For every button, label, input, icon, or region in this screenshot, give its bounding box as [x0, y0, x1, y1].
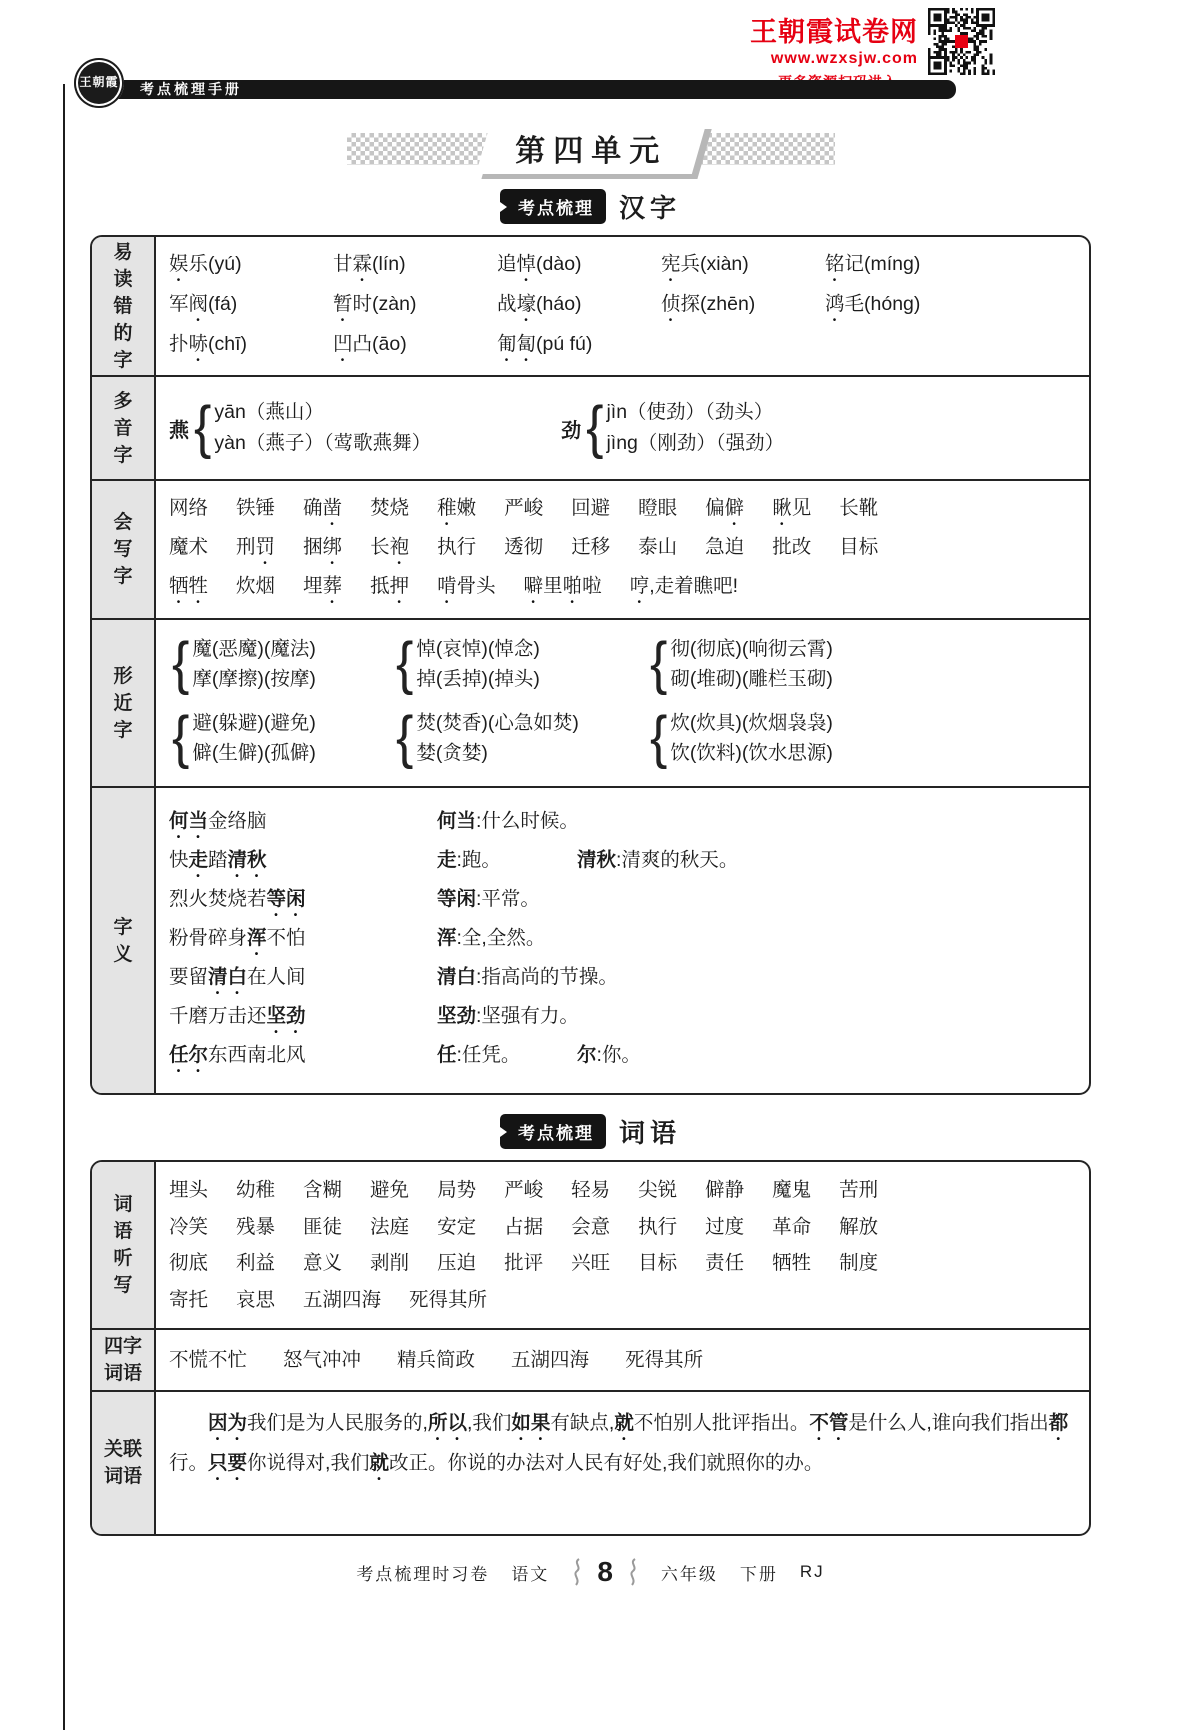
poem-phrase: 千磨万击还坚劲 — [169, 1005, 306, 1027]
word: 甘霖(lín) — [333, 253, 406, 275]
word-line — [169, 1342, 1077, 1378]
word: 利益 — [236, 1252, 276, 1274]
word: 鸿毛(hóng) — [825, 293, 921, 315]
word: 瞪眼 — [638, 497, 678, 519]
polyphone-readings — [214, 397, 431, 459]
row-content — [156, 1162, 1089, 1328]
word: 制度 — [839, 1252, 879, 1274]
row-content — [156, 481, 1089, 618]
word: 兴旺 — [571, 1252, 611, 1274]
similar-char-pair — [416, 708, 578, 768]
footer-grade: 六年级 — [660, 1564, 718, 1584]
similar-char-pair — [416, 634, 539, 694]
table-row-huixie — [92, 481, 1089, 620]
definition: 何当:什么时候。 — [437, 810, 579, 832]
brace-glyph: { — [194, 395, 212, 461]
word: 急迫 — [705, 536, 745, 558]
word-line — [169, 1282, 1077, 1319]
poem-phrase: 任尔东西南北风 — [169, 1044, 306, 1066]
similar-char-item: 避(躲避)(避免) — [192, 712, 316, 734]
word: 过度 — [705, 1215, 745, 1238]
polyphone-groups — [169, 397, 784, 459]
row-label — [92, 1330, 156, 1390]
word: 偏僻 — [705, 497, 745, 519]
word: 匪徒 — [303, 1215, 343, 1238]
section-title-hanzi: 汉字 — [618, 193, 681, 223]
row-label-text: 字 义 — [113, 916, 133, 965]
footer-series: 考点梳理时习卷 — [356, 1564, 490, 1584]
table-row-yidu — [92, 237, 1089, 377]
word: 捆绑 — [303, 536, 343, 558]
footer-volume: 下册 — [739, 1564, 778, 1584]
word: 埋头 — [169, 1179, 209, 1201]
similar-char-group — [647, 631, 1077, 697]
row-label-text: 易 读 错 的 字 — [113, 241, 133, 371]
word: 侦探(zhēn) — [661, 293, 756, 315]
word-line — [169, 530, 1077, 569]
brand-logo — [74, 58, 124, 108]
word: 抵押 — [370, 575, 410, 597]
similar-char-pair — [670, 708, 832, 768]
definition-list — [437, 1038, 641, 1077]
word-line — [169, 1245, 1077, 1282]
similar-char-item: 砌(堆砌)(雕栏玉砌) — [670, 668, 833, 690]
word-line — [169, 569, 1077, 608]
page-number: 8 — [597, 1556, 613, 1587]
hanzi-table — [90, 235, 1091, 1095]
row-content — [156, 237, 1089, 375]
meaning-line — [169, 882, 1077, 921]
table-row-ziyi — [92, 788, 1089, 1093]
word: 死得其所 — [409, 1288, 488, 1311]
meaning-line — [169, 960, 1077, 999]
poem-phrase: 烈火焚烧若等闲 — [169, 888, 306, 910]
word: 怒气冲冲 — [283, 1349, 362, 1371]
word: 目标 — [839, 536, 879, 558]
word: 法庭 — [370, 1215, 410, 1238]
row-label — [92, 620, 156, 786]
page-content — [90, 128, 1091, 1588]
definition: 清白:指高尚的节操。 — [437, 966, 618, 988]
paragraph: 因为我们是为人民服务的,所以,我们如果有缺点,就不怕别人批评指出。不管是什么人,谁向我们指出都行。只要你说得对,我们就改正。你说的办法对人民有好处,我们就照你的办。 — [169, 1412, 1069, 1474]
definition: 浑:全,全然。 — [437, 927, 546, 949]
word: 批评 — [504, 1252, 544, 1274]
word: 埋葬 — [303, 575, 343, 597]
similar-char-item: 魔(恶魔)(魔法) — [192, 638, 316, 660]
brace-glyph: { — [586, 395, 604, 461]
word: 稚嫩 — [437, 497, 477, 519]
word: 严峻 — [504, 1179, 544, 1201]
word: 铁锤 — [236, 497, 276, 519]
exam-points-badge-hanzi: 考点梳理 — [500, 189, 606, 224]
word: 僻静 — [705, 1179, 745, 1201]
definition: 清秋:清爽的秋天。 — [577, 849, 739, 871]
brace-glyph: { — [172, 631, 190, 697]
brand-logo-text: 王朝霞 — [79, 75, 119, 90]
word: 网络 — [169, 497, 209, 519]
brace-glyph: { — [650, 631, 668, 697]
word: 剥削 — [370, 1252, 410, 1274]
table-row-duoyin — [92, 377, 1089, 481]
word: 解放 — [839, 1215, 879, 1238]
qr-logo-red-square — [955, 35, 968, 48]
unit-title-box — [475, 124, 705, 174]
definition-list — [437, 804, 579, 843]
word: 轻易 — [571, 1179, 611, 1201]
table-row-sizi — [92, 1330, 1089, 1392]
word: 哀思 — [236, 1288, 276, 1311]
row-label-text: 词 语 听 写 — [113, 1194, 133, 1296]
row-label-text: 四字 词语 — [103, 1336, 142, 1384]
row-label-text: 形 近 字 — [113, 665, 133, 741]
similar-char-pair — [192, 634, 315, 694]
row-label — [92, 788, 156, 1093]
word: 压迫 — [437, 1252, 477, 1274]
word: 军阀(fá) — [169, 293, 238, 315]
similar-char-group — [393, 631, 647, 697]
similar-char-group — [393, 705, 647, 771]
brace-glyph: { — [172, 705, 190, 771]
brand-name: 王朝霞试卷网 — [750, 17, 918, 47]
word: 长袍 — [370, 536, 410, 558]
word: 苦刑 — [839, 1179, 879, 1201]
word: 魔鬼 — [772, 1179, 812, 1201]
word: 会意 — [571, 1215, 611, 1238]
polyphone-reading: yān（燕山） — [214, 401, 324, 423]
word-line — [169, 1172, 1077, 1209]
word: 批改 — [772, 536, 812, 558]
definition: 走:跑。 — [437, 849, 501, 871]
word: 宪兵(xiàn) — [661, 253, 749, 275]
word: 目标 — [638, 1252, 678, 1274]
row-content — [156, 788, 1089, 1093]
word: 追悼(dào) — [497, 253, 582, 275]
word: 牺牲 — [772, 1252, 812, 1274]
unit-title: 第四单元 — [514, 135, 667, 168]
word: 回避 — [571, 497, 611, 519]
handbook-label: 考点梳理手册 — [140, 81, 242, 97]
word: 五湖四海 — [511, 1349, 590, 1371]
word: 意义 — [303, 1252, 343, 1274]
row-content — [156, 377, 1089, 479]
section-head-ciyu — [90, 1113, 1091, 1150]
row-label — [92, 1162, 156, 1328]
word: 死得其所 — [625, 1349, 704, 1371]
word: 执行 — [437, 536, 477, 558]
footer-edition: RJ — [799, 1562, 825, 1581]
word: 哼,走着瞧吧! — [629, 575, 739, 597]
poem-phrase: 何当金络脑 — [169, 810, 267, 832]
similar-char-group — [647, 705, 1077, 771]
footer-subject: 语文 — [511, 1564, 550, 1584]
word: 责任 — [705, 1252, 745, 1274]
word: 尖锐 — [638, 1179, 678, 1201]
row-label — [92, 237, 156, 375]
qr-code-icon — [928, 8, 995, 75]
word: 炊烟 — [236, 575, 276, 597]
polyphone-character: 劲 — [561, 419, 582, 442]
meaning-line — [169, 921, 1077, 960]
word: 严峻 — [504, 497, 544, 519]
row-content — [156, 1330, 1089, 1390]
section-head-hanzi — [90, 188, 1091, 225]
word: 彻底 — [169, 1252, 209, 1274]
word: 噼里啪啦 — [523, 575, 602, 597]
word: 啃骨头 — [437, 575, 496, 597]
table-row-tingxie — [92, 1162, 1089, 1330]
similar-char-item: 饮(饮料)(饮水思源) — [670, 742, 833, 764]
similar-char-groups — [169, 632, 1077, 770]
word-line — [169, 1209, 1077, 1246]
left-margin-rule — [63, 84, 65, 1730]
definition: 等闲:平常。 — [437, 888, 540, 910]
similar-char-group — [169, 705, 393, 771]
definition: 坚劲:坚强有力。 — [437, 1005, 579, 1027]
word: 不慌不忙 — [169, 1349, 248, 1371]
unit-title-banner — [90, 128, 1091, 170]
table-row-guanlian — [92, 1392, 1089, 1534]
brace-glyph: { — [396, 705, 414, 771]
meaning-line — [169, 1038, 1077, 1077]
word: 占据 — [504, 1215, 544, 1238]
similar-char-item: 焚(焚香)(心急如焚) — [416, 712, 579, 734]
poem-phrase: 要留清白在人间 — [169, 966, 306, 988]
row-content — [156, 620, 1089, 786]
header-bar — [88, 80, 956, 99]
word: 安定 — [437, 1215, 477, 1238]
word: 扑哧(chī) — [169, 333, 248, 355]
word-line — [169, 286, 1077, 326]
word: 五湖四海 — [303, 1288, 382, 1311]
word: 迁移 — [571, 536, 611, 558]
word: 幼稚 — [236, 1179, 276, 1201]
word: 刑罚 — [236, 536, 276, 558]
similar-char-group — [169, 631, 393, 697]
meaning-line — [169, 843, 1077, 882]
word: 局势 — [437, 1179, 477, 1201]
row-label — [92, 481, 156, 618]
polyphone-group — [169, 397, 431, 459]
similar-char-item: 婪(贪婪) — [416, 742, 488, 764]
word: 凹凸(āo) — [333, 333, 407, 355]
table-row-xingjin — [92, 620, 1089, 788]
word: 铭记(míng) — [825, 253, 921, 275]
checker-decoration-left — [347, 133, 497, 165]
word: 泰山 — [638, 536, 678, 558]
polyphone-reading: jìng（刚劲）（强劲） — [606, 432, 785, 454]
poem-phrase: 粉骨碎身浑不怕 — [169, 927, 306, 949]
word: 焚烧 — [370, 497, 410, 519]
meaning-line — [169, 999, 1077, 1038]
word: 精兵简政 — [397, 1349, 476, 1371]
definition-list — [437, 999, 579, 1038]
word: 娱乐(yú) — [169, 253, 242, 275]
definition: 任:任凭。 — [437, 1044, 521, 1066]
exam-points-badge-ciyu: 考点梳理 — [500, 1114, 606, 1149]
polyphone-character: 燕 — [169, 419, 189, 442]
brace-glyph: { — [650, 705, 668, 771]
squiggle-decoration-left — [571, 1557, 583, 1587]
similar-char-pair — [192, 708, 315, 768]
similar-char-item: 炊(炊具)(炊烟袅袅) — [670, 712, 833, 734]
definition-list — [437, 960, 618, 999]
polyphone-readings — [606, 397, 784, 459]
word-line — [169, 326, 1077, 366]
polyphone-reading: yàn（燕子）（莺歌燕舞） — [214, 432, 432, 454]
word: 残暴 — [236, 1215, 276, 1238]
word-line — [169, 491, 1077, 530]
word: 执行 — [638, 1215, 678, 1238]
word: 暂时(zàn) — [333, 293, 417, 315]
word: 牺牲 — [169, 575, 209, 597]
word: 匍匐(pú fú) — [497, 333, 593, 355]
word: 避免 — [370, 1179, 410, 1201]
similar-char-pair — [670, 634, 832, 694]
word: 革命 — [772, 1215, 812, 1238]
similar-char-item: 彻(彻底)(响彻云霄) — [670, 638, 833, 660]
row-label — [92, 1392, 156, 1534]
squiggle-decoration-right — [627, 1557, 639, 1587]
word-line — [169, 246, 1077, 286]
similar-char-item: 悼(哀悼)(悼念) — [416, 638, 540, 660]
word: 战壕(háo) — [497, 293, 582, 315]
row-label — [92, 377, 156, 479]
polyphone-reading: jìn（使劲）（劲头） — [606, 401, 774, 423]
word: 含糊 — [303, 1179, 343, 1201]
similar-char-item: 摩(摩擦)(按摩) — [192, 668, 316, 690]
polyphone-group — [561, 397, 784, 459]
page-footer — [90, 1556, 1091, 1588]
row-label-text: 会 写 字 — [113, 512, 133, 587]
word: 透彻 — [504, 536, 544, 558]
checker-decoration-right — [685, 133, 835, 165]
brand-url: www.wzxsjw.com — [770, 50, 918, 67]
row-content — [156, 1392, 1089, 1534]
word: 寄托 — [169, 1288, 209, 1311]
definition-list — [437, 921, 545, 960]
word: 冷笑 — [169, 1215, 209, 1238]
word: 魔术 — [169, 536, 209, 558]
row-label-text: 多 音 字 — [113, 390, 133, 466]
poem-phrase: 快走踏清秋 — [169, 849, 267, 871]
word: 瞅见 — [772, 497, 812, 519]
word: 长靴 — [839, 497, 879, 519]
section-title-ciyu: 词语 — [618, 1118, 681, 1148]
similar-char-item: 僻(生僻)(孤僻) — [192, 742, 316, 764]
meaning-line — [169, 804, 1077, 843]
row-label-text: 关联 词语 — [103, 1439, 142, 1487]
similar-char-item: 掉(丢掉)(掉头) — [416, 668, 540, 690]
word: 确凿 — [303, 497, 343, 519]
definition-list — [437, 882, 540, 921]
definition-list — [437, 843, 738, 882]
definition: 尔:你。 — [577, 1044, 641, 1066]
brace-glyph: { — [396, 631, 414, 697]
ciyu-table — [90, 1160, 1091, 1536]
